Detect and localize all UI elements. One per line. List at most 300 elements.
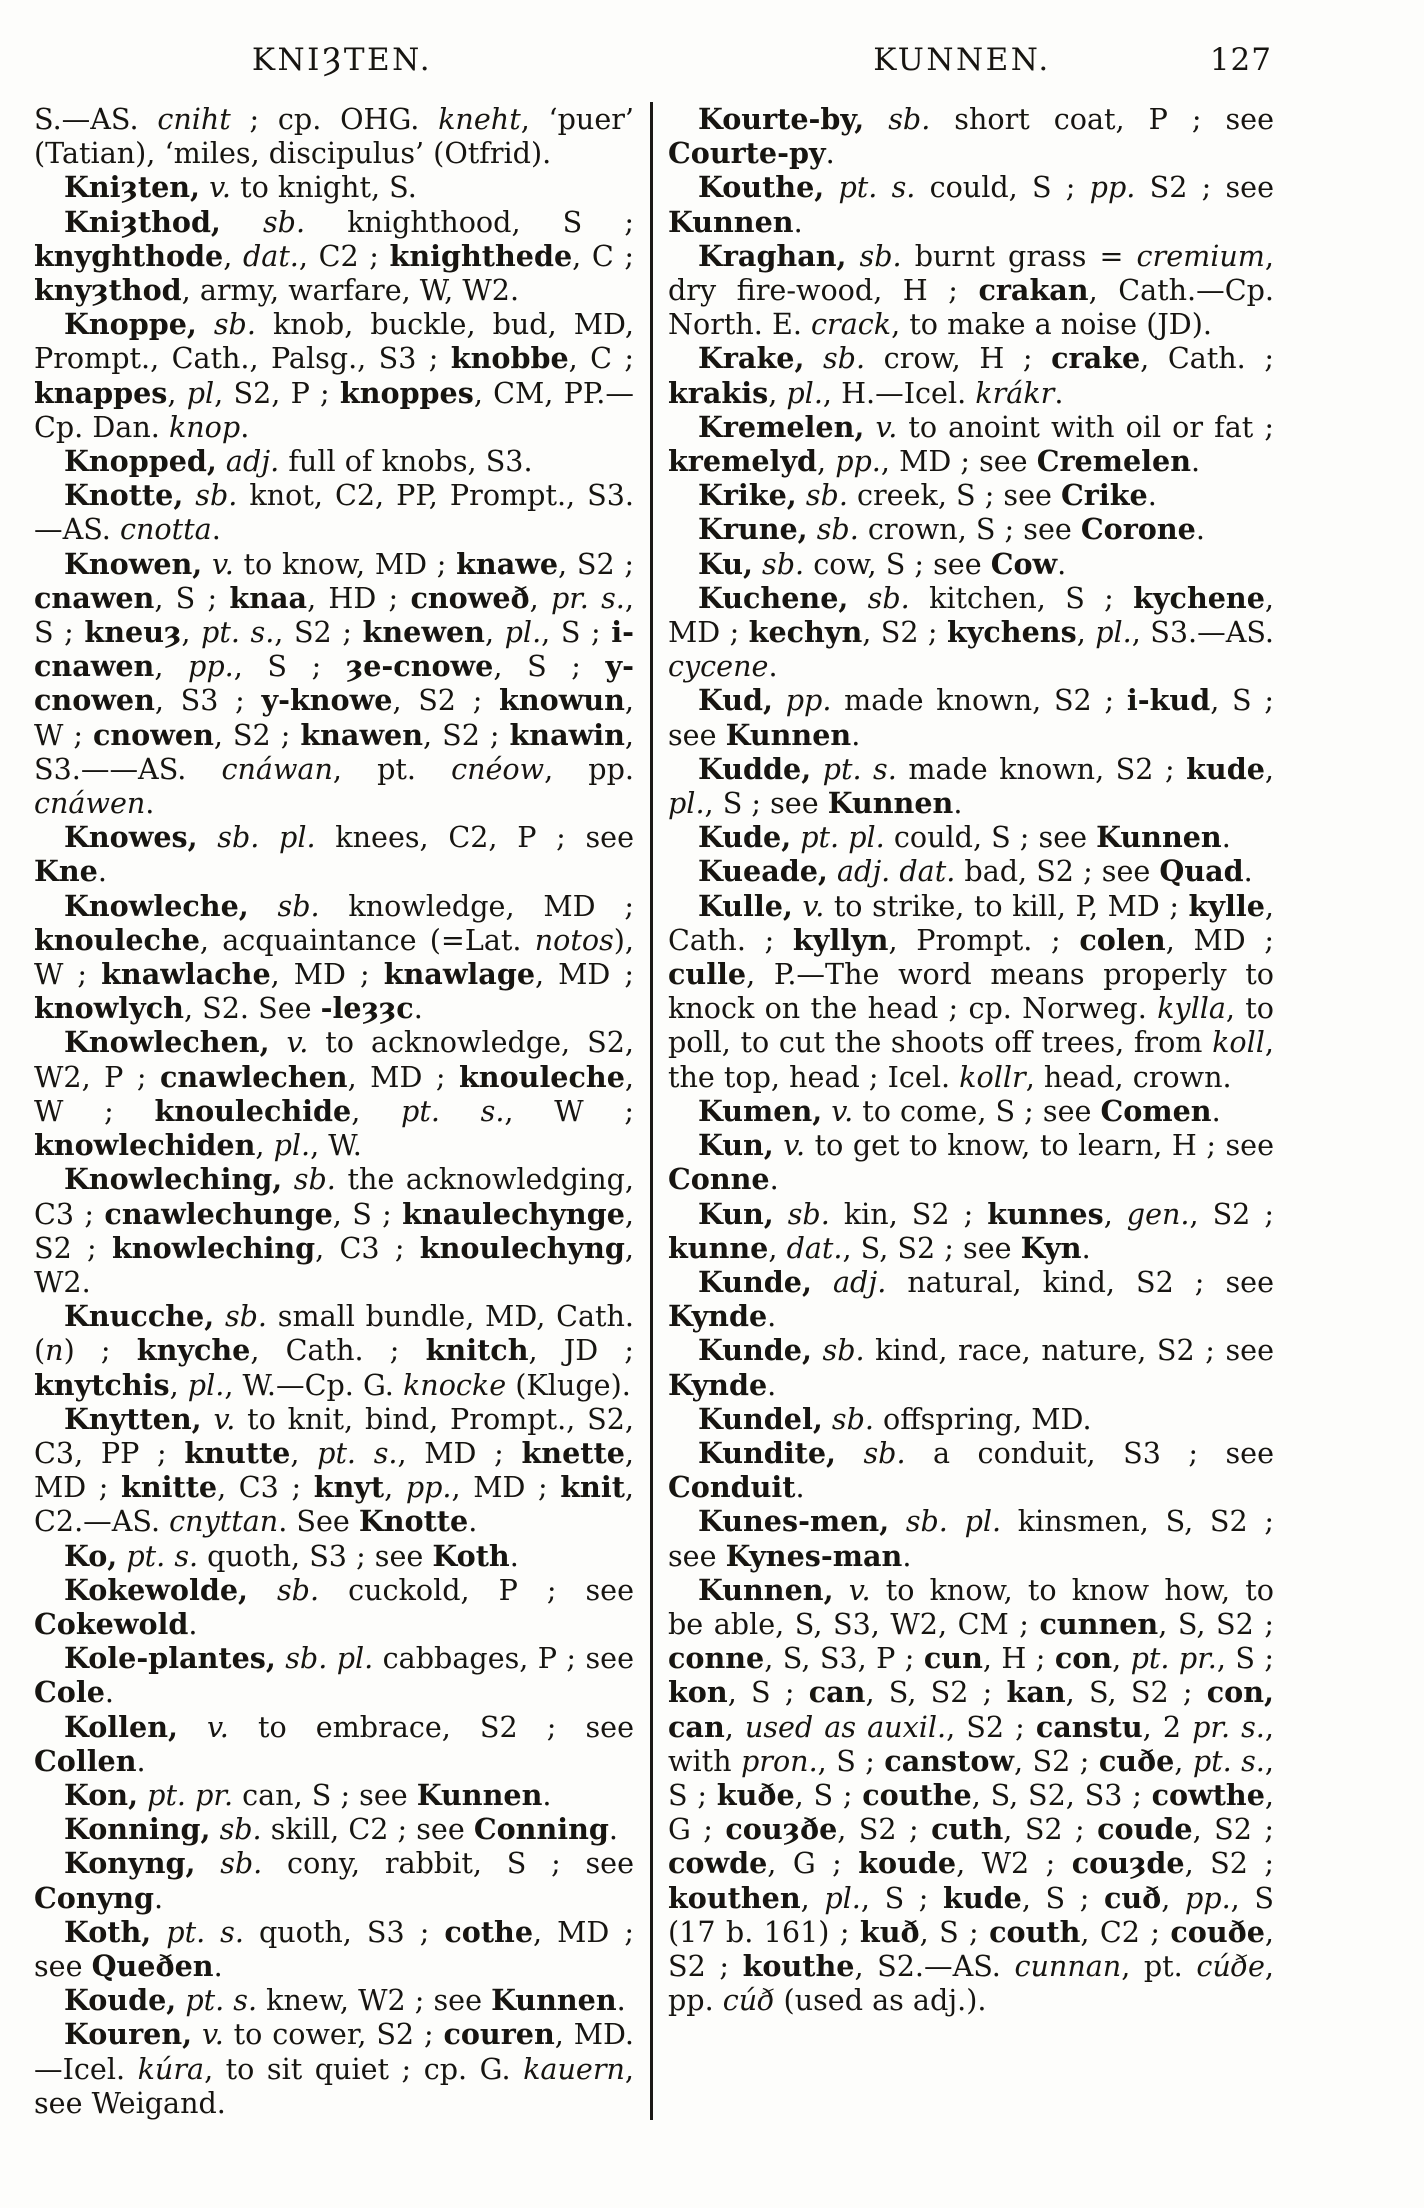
- dictionary-entry: [34, 2017, 634, 2120]
- italic-text: pl.: [273, 1128, 311, 1163]
- plain-text: , S (17 b. 161) ;: [668, 1880, 1274, 1949]
- bold-text: Knowen,: [64, 546, 203, 581]
- plain-text: ,: [290, 1435, 318, 1470]
- bold-text: Krune,: [698, 512, 808, 547]
- right-column: [650, 102, 1274, 2120]
- bold-text: kouthen: [668, 1880, 801, 1915]
- plain-text: .: [902, 1538, 912, 1573]
- plain-text: , MD ; see: [880, 444, 1037, 479]
- bold-text: Knytten,: [64, 1401, 202, 1436]
- bold-text: Kunde,: [698, 1264, 812, 1299]
- italic-text: sb.: [210, 1812, 262, 1847]
- bold-text: kunne: [668, 1230, 769, 1265]
- bold-text: i-kud: [1126, 683, 1211, 718]
- bold-text: Kollen,: [64, 1709, 178, 1744]
- plain-text: bad, S2 ; see: [955, 854, 1160, 889]
- plain-text: .: [213, 1948, 223, 1983]
- plain-text: burnt grass =: [901, 238, 1137, 273]
- bold-text: ȝe-cnowe: [345, 649, 494, 684]
- plain-text: , S2 ;: [1014, 1743, 1099, 1778]
- italic-text: sb.: [796, 478, 848, 513]
- plain-text: , S2 ;: [668, 1914, 1274, 1983]
- bold-text: Kulle,: [698, 888, 793, 923]
- bold-text: i-cnawen: [34, 615, 634, 684]
- dictionary-entry: [668, 1128, 1274, 1196]
- bold-text: Kun,: [698, 1196, 774, 1231]
- dictionary-entry: [34, 205, 634, 308]
- plain-text: could, S ; see: [884, 820, 1097, 855]
- dictionary-entry: [668, 1402, 1274, 1436]
- plain-text: , S, S2 ;: [1065, 1675, 1207, 1710]
- italic-text: v.: [200, 170, 231, 205]
- plain-text: (used as adj.).: [774, 1983, 987, 2018]
- plain-text: , S ;: [493, 649, 606, 684]
- italic-text: sb.: [864, 102, 931, 136]
- plain-text: ), W ;: [34, 922, 634, 992]
- plain-text: ,: [1112, 1641, 1131, 1676]
- plain-text: , Cath.—Cp. North. E.: [668, 273, 1274, 342]
- plain-text: , CM, PP.—Cp. Dan.: [34, 375, 634, 444]
- plain-text: , S2 ;: [1192, 1812, 1274, 1847]
- italic-text: pl.: [824, 1880, 861, 1915]
- bold-text: knouleche: [34, 922, 200, 957]
- plain-text: , S2 ;: [1184, 1846, 1274, 1881]
- plain-text: , C3 ;: [315, 1230, 420, 1265]
- bold-text: knawlage: [383, 957, 536, 992]
- bold-text: cowde: [668, 1846, 768, 1881]
- bold-text: couthe: [862, 1777, 972, 1812]
- dictionary-entry: [668, 1265, 1274, 1333]
- italic-text: v.: [833, 1572, 871, 1607]
- dictionary-entry: [668, 102, 1274, 170]
- bold-text: Knotte,: [64, 478, 184, 513]
- running-head-left: KNIȜTEN.: [251, 42, 433, 78]
- plain-text: could, S ;: [915, 170, 1090, 205]
- italic-text: pt. s.: [811, 751, 897, 786]
- bold-text: Kunes-men,: [698, 1504, 890, 1539]
- plain-text: , MD ;: [397, 1435, 522, 1470]
- italic-text: sb.: [195, 1846, 263, 1881]
- bold-text: Kniȝthod,: [64, 204, 221, 239]
- italic-text: v.: [792, 888, 825, 923]
- italic-text: pp.: [405, 1470, 452, 1505]
- plain-text: , head, crown.: [1025, 1059, 1232, 1094]
- italic-text: kollr: [959, 1059, 1026, 1094]
- plain-text: , MD ;: [34, 1435, 634, 1505]
- bold-text: couȝðe: [725, 1812, 838, 1847]
- plain-text: , Cath. ;: [1140, 341, 1275, 376]
- italic-text: kúra: [137, 2051, 205, 2086]
- italic-text: v.: [822, 1093, 854, 1128]
- bold-text: kylle: [1188, 888, 1265, 923]
- bold-text: kunnes: [987, 1196, 1104, 1231]
- italic-text: dat.: [242, 238, 299, 273]
- dictionary-entry: [34, 1846, 634, 1914]
- bold-text: kremelyd: [668, 444, 817, 479]
- bold-text: Knowleching,: [64, 1162, 283, 1197]
- italic-text: cniht: [157, 102, 231, 136]
- bold-text: Kueade,: [698, 854, 828, 889]
- plain-text: to knight, S.: [230, 170, 417, 205]
- plain-text: , MD.—Icel.: [34, 2017, 634, 2086]
- plain-text: quoth, S3 ; see: [198, 1538, 433, 1573]
- plain-text: , S2 ;: [34, 1196, 634, 1265]
- bold-text: knowlych: [34, 991, 184, 1026]
- bold-text: crakan: [978, 273, 1089, 308]
- bold-text: cun: [923, 1641, 983, 1676]
- plain-text: ; cp. OHG.: [230, 102, 439, 136]
- bold-text: knouleche: [458, 1059, 625, 1094]
- bold-text: Kumen,: [698, 1093, 823, 1128]
- plain-text: made known, S2 ;: [896, 751, 1187, 786]
- bold-text: knawin: [509, 717, 625, 752]
- bold-text: knawe: [456, 546, 559, 581]
- bold-text: kude: [1186, 751, 1265, 786]
- bold-text: Kouren,: [64, 2017, 193, 2052]
- italic-text: cnáwan: [221, 751, 333, 786]
- bold-text: knoppes: [339, 375, 474, 410]
- plain-text: .: [1054, 375, 1064, 410]
- plain-text: ,: [800, 1880, 825, 1915]
- bold-text: cnawlechunge: [104, 1196, 333, 1231]
- bold-text: Kyn: [1020, 1230, 1082, 1265]
- italic-text: sb.: [183, 478, 238, 513]
- plain-text: , W ;: [504, 1093, 634, 1128]
- dictionary-entry: [668, 512, 1274, 546]
- italic-text: pt. s.: [824, 170, 916, 205]
- bold-text: knyche: [136, 1333, 251, 1368]
- bold-text: Kokewolde,: [64, 1572, 248, 1607]
- bold-text: coude: [1097, 1812, 1193, 1847]
- plain-text: , S2. See: [183, 991, 321, 1026]
- italic-text: cúðe: [1196, 1948, 1265, 1983]
- italic-text: sb.: [248, 1572, 320, 1607]
- bold-text: krakis: [668, 375, 769, 410]
- plain-text: crown, S ; see: [858, 512, 1081, 547]
- plain-text: , S2.—AS.: [854, 1948, 1015, 1983]
- bold-text: kude: [943, 1880, 1022, 1915]
- plain-text: cabbages, P ; see: [373, 1641, 634, 1676]
- bold-text: Kniȝten,: [64, 170, 201, 205]
- bold-text: Kunnen: [668, 204, 794, 239]
- bold-text: kneuȝ: [84, 615, 182, 650]
- italic-text: knocke: [402, 1367, 507, 1402]
- text-columns: [34, 102, 1274, 2120]
- plain-text: .: [145, 786, 155, 821]
- italic-text: knop: [168, 409, 241, 444]
- plain-text: , S2 ;: [213, 717, 301, 752]
- italic-text: sb.: [282, 1162, 336, 1197]
- plain-text: , C ;: [572, 238, 634, 273]
- plain-text: , MD ;: [451, 1470, 561, 1505]
- dictionary-entry: [34, 1641, 634, 1709]
- plain-text: knighthood, S ;: [305, 204, 634, 239]
- bold-text: knowun: [499, 683, 625, 718]
- plain-text: , C3 ;: [217, 1470, 314, 1505]
- plain-text: , MD ; see: [34, 1914, 634, 1983]
- plain-text: , MD ;: [1165, 922, 1274, 957]
- bold-text: Cole: [34, 1675, 105, 1710]
- plain-text: .: [825, 136, 835, 171]
- plain-text: can, S ; see: [233, 1777, 417, 1812]
- bold-text: Kunnen,: [698, 1572, 834, 1607]
- bold-text: Conyng: [34, 1880, 155, 1915]
- plain-text: .: [413, 991, 423, 1026]
- bold-text: Konning,: [64, 1812, 211, 1847]
- plain-text: , HD ;: [307, 580, 411, 615]
- bold-text: couȝde: [1071, 1846, 1185, 1881]
- plain-text: , S2 ;: [837, 1812, 932, 1847]
- plain-text: , S2 ;: [558, 546, 634, 581]
- dictionary-entry: [668, 683, 1274, 751]
- plain-text: natural, kind, S2 ; see: [886, 1264, 1274, 1299]
- plain-text: ,: [1103, 1196, 1127, 1231]
- italic-text: sb.: [196, 307, 256, 342]
- plain-text: kin, S2 ;: [829, 1196, 988, 1231]
- italic-text: pt. pr.: [138, 1777, 234, 1812]
- bold-text: Conne: [668, 1162, 770, 1197]
- plain-text: , H ;: [982, 1641, 1055, 1676]
- italic-text: pt. s.: [117, 1538, 199, 1573]
- bold-text: Knotte: [358, 1504, 469, 1539]
- plain-text: .: [188, 1606, 198, 1641]
- plain-text: , the top, head ; Icel.: [668, 1025, 1274, 1094]
- bold-text: Kude,: [698, 820, 792, 855]
- italic-text: sb.: [807, 512, 859, 547]
- italic-text: pl.: [504, 615, 542, 650]
- plain-text: .: [97, 854, 107, 889]
- plain-text: knew, W2 ; see: [257, 1983, 492, 2018]
- plain-text: .: [468, 1504, 478, 1539]
- plain-text: , W.: [310, 1128, 362, 1163]
- plain-text: , JD ;: [528, 1333, 634, 1368]
- bold-text: y-knowe: [261, 683, 393, 718]
- plain-text: .: [767, 1367, 777, 1402]
- dictionary-entry: [668, 239, 1274, 342]
- plain-text: , S, S3, P ;: [764, 1641, 924, 1676]
- italic-text: pt. s.: [401, 1093, 505, 1128]
- bold-text: Kundite,: [698, 1435, 837, 1470]
- plain-text: full of knobs, S3.: [279, 444, 533, 479]
- plain-text: , acquaintance (=Lat.: [199, 922, 535, 957]
- plain-text: .: [851, 717, 861, 752]
- plain-text: ,: [384, 1470, 406, 1505]
- bold-text: Kunnen: [416, 1777, 543, 1812]
- italic-text: pl.: [187, 1367, 225, 1402]
- plain-text: the acknowledging, C3 ;: [34, 1162, 634, 1231]
- italic-text: sb.: [811, 1333, 865, 1368]
- bold-text: Cokewold: [34, 1606, 189, 1641]
- italic-text: pt. pl.: [791, 820, 885, 855]
- dictionary-entry: [668, 1094, 1274, 1128]
- plain-text: skill, C2 ; see: [261, 1812, 474, 1847]
- plain-text: ,: [724, 1709, 745, 1744]
- italic-text: kneht: [438, 102, 521, 136]
- bold-text: kan: [1006, 1675, 1066, 1710]
- bold-text: kechyn: [748, 615, 863, 650]
- plain-text: cony, rabbit, S ; see: [262, 1846, 635, 1881]
- italic-text: gen.: [1126, 1196, 1190, 1231]
- plain-text: , pp.: [544, 751, 634, 786]
- plain-text: creek, S ; see: [847, 478, 1062, 513]
- bold-text: Ko,: [64, 1538, 118, 1573]
- plain-text: , C2 ;: [1080, 1914, 1171, 1949]
- plain-text: ,: [768, 375, 787, 410]
- plain-text: .: [1081, 1230, 1091, 1265]
- italic-text: v.: [864, 409, 898, 444]
- bold-text: couðe: [1170, 1914, 1265, 1949]
- plain-text: .: [769, 1162, 779, 1197]
- plain-text: ) ;: [63, 1333, 137, 1368]
- bold-text: cuð: [1103, 1880, 1162, 1915]
- plain-text: knot, C2, PP, Prompt., S3.—AS.: [34, 478, 635, 547]
- plain-text: , to poll, to cut the shoots off trees, from: [668, 991, 1274, 1060]
- bold-text: cnawlechen: [160, 1059, 348, 1094]
- plain-text: kinsmen, S, S2 ; see: [668, 1504, 1274, 1573]
- plain-text: to strike, to kill, P, MD ;: [824, 888, 1189, 923]
- italic-text: kylla: [1157, 991, 1226, 1026]
- bold-text: couren: [443, 2017, 555, 2052]
- bold-text: Quad: [1159, 854, 1244, 889]
- italic-text: sb. pl.: [197, 820, 316, 855]
- plain-text: ,: [817, 444, 836, 479]
- italic-text: pp.: [188, 649, 234, 684]
- plain-text: to know, to know how, to be able, S, S3, W2, CM ;: [668, 1572, 1274, 1641]
- bold-text: knyȝthod: [34, 273, 182, 308]
- plain-text: ,: [768, 1230, 787, 1265]
- bold-text: Knowes,: [64, 820, 198, 855]
- plain-text: , S ;: [34, 580, 634, 650]
- bold-text: knaulechynge: [402, 1196, 625, 1231]
- italic-text: koll: [1212, 1025, 1265, 1060]
- bold-text: Queðen: [91, 1948, 214, 1983]
- italic-text: pt. s.: [151, 1914, 244, 1949]
- plain-text: , S ;: [668, 1743, 1274, 1812]
- plain-text: , S ;: [233, 649, 346, 684]
- italic-text: pt. pr.: [1130, 1641, 1217, 1676]
- plain-text: cow, S ; see: [804, 546, 991, 581]
- plain-text: quoth, S3 ;: [243, 1914, 445, 1949]
- plain-text: , S ;: [919, 1914, 990, 1949]
- bold-text: con, can: [668, 1675, 1274, 1744]
- bold-text: knowleching: [111, 1230, 316, 1265]
- plain-text: , S2 ;: [946, 1709, 1036, 1744]
- italic-text: sb.: [214, 1299, 268, 1334]
- italic-text: n: [45, 1333, 64, 1368]
- bold-text: Kynde: [668, 1367, 768, 1402]
- plain-text: to embrace, S2 ; see: [228, 1709, 634, 1744]
- plain-text: , W2.: [34, 1230, 634, 1299]
- plain-text: to knit, bind, Prompt., S2, C3, PP ;: [34, 1401, 634, 1470]
- running-head-right: KUNNEN.: [873, 42, 1051, 78]
- plain-text: ,: [529, 580, 551, 615]
- italic-text: v.: [177, 1709, 229, 1744]
- plain-text: offspring, MD.: [873, 1401, 1092, 1436]
- plain-text: , S ;: [1021, 1880, 1104, 1915]
- bold-text: Krike,: [698, 478, 797, 513]
- bold-text: Kunnen: [1096, 820, 1222, 855]
- bold-text: cuth: [931, 1812, 1004, 1847]
- plain-text: , S, S2 ;: [865, 1675, 1007, 1710]
- dictionary-entry: [668, 1504, 1274, 1572]
- bold-text: Conning: [473, 1812, 609, 1847]
- plain-text: .: [136, 1743, 146, 1778]
- bold-text: kon: [668, 1675, 728, 1710]
- plain-text: , S2 ;: [274, 615, 363, 650]
- plain-text: , S2, P ;: [214, 375, 340, 410]
- plain-text: , W ;: [34, 683, 634, 752]
- bold-text: Knowlechen,: [64, 1025, 270, 1060]
- plain-text: , S ; see: [704, 786, 828, 821]
- italic-text: notos: [534, 922, 614, 957]
- plain-text: , Cath. ;: [668, 888, 1274, 957]
- bold-text: -leȝȝc: [320, 991, 414, 1026]
- bold-text: knyt: [313, 1470, 385, 1505]
- plain-text: ,: [223, 238, 243, 273]
- plain-text: , army, warfare, W, W2.: [181, 273, 520, 308]
- plain-text: to get to know, to learn, H ; see: [805, 1128, 1274, 1163]
- plain-text: small bundle, MD, Cath. (: [34, 1299, 635, 1368]
- plain-text: , MD ;: [535, 957, 635, 992]
- bold-text: knewen: [362, 615, 485, 650]
- bold-text: Kourte-by,: [698, 102, 865, 136]
- bold-text: Kudde,: [698, 751, 812, 786]
- plain-text: , pp.: [668, 1948, 1274, 2018]
- italic-text: pl: [186, 375, 215, 410]
- bold-text: cothe: [444, 1914, 534, 1949]
- bold-text: Kouthe,: [698, 170, 825, 205]
- italic-text: sb.: [848, 580, 910, 615]
- italic-text: pl.: [1095, 615, 1132, 650]
- dictionary-entry: [34, 1025, 634, 1162]
- plain-text: , G ;: [767, 1846, 859, 1881]
- plain-text: ,: [484, 615, 505, 650]
- plain-text: to cower, S2 ;: [223, 2017, 444, 2052]
- bold-text: Kun,: [698, 1128, 774, 1163]
- dictionary-entry: [668, 170, 1274, 238]
- plain-text: , MD ;: [347, 1059, 459, 1094]
- italic-text: sb. pl.: [889, 1504, 1002, 1539]
- bold-text: Collen: [34, 1743, 137, 1778]
- bold-text: Kunnen: [827, 786, 954, 821]
- plain-text: .: [953, 786, 963, 821]
- plain-text: , S ;: [860, 1880, 944, 1915]
- plain-text: . See: [278, 1504, 359, 1539]
- bold-text: Koth: [432, 1538, 510, 1573]
- plain-text: .: [154, 1880, 164, 1915]
- bold-text: Koude,: [64, 1983, 177, 2018]
- plain-text: ,: [351, 1093, 402, 1128]
- plain-text: kitchen, S ;: [909, 580, 1134, 615]
- dictionary-entry: [34, 1539, 634, 1573]
- dictionary-entry: [668, 478, 1274, 512]
- dictionary-entry: [668, 547, 1274, 581]
- bold-text: Kunnen: [491, 1983, 617, 2018]
- plain-text: , pt.: [1121, 1948, 1197, 1983]
- dictionary-entry: [34, 102, 634, 170]
- plain-text: , to sit quiet ; cp. G.: [204, 2051, 524, 2086]
- dictionary-entry: [34, 1812, 634, 1846]
- dictionary-entry: [668, 410, 1274, 478]
- dictionary-entry: [34, 889, 634, 1026]
- plain-text: .: [1147, 478, 1157, 513]
- bold-text: Cow: [990, 546, 1058, 581]
- italic-text: sb.: [822, 1401, 874, 1436]
- italic-text: sb. pl.: [275, 1641, 374, 1676]
- plain-text: S2 ; see: [1135, 170, 1274, 205]
- italic-text: v.: [192, 2017, 224, 2052]
- bold-text: knette: [521, 1435, 625, 1470]
